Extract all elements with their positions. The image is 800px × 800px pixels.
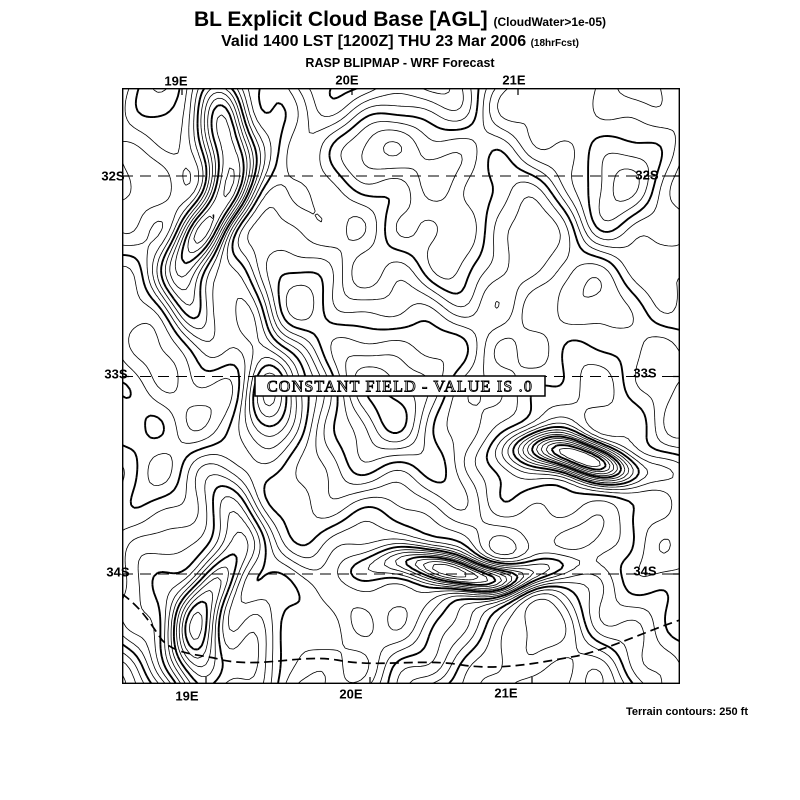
title-qualifier: (CloudWater>1e-05) [493, 15, 607, 29]
lat-label-right-32s: 32S [635, 167, 659, 183]
page-title [0, 8, 800, 32]
valid-qualifier: (18hrFcst) [530, 38, 579, 49]
lon-label-bottom-21e: 21E [494, 685, 518, 701]
lon-label-top-21e: 21E [502, 72, 526, 88]
lat-label-left-33s: 33S [104, 366, 128, 382]
map-area [122, 88, 680, 684]
lat-label-right-33s: 33S [633, 365, 657, 381]
lon-label-top-20e: 20E [335, 72, 359, 88]
lon-label-bottom-20e: 20E [339, 686, 363, 702]
lon-label-bottom-19e: 19E [175, 688, 199, 704]
lat-label-left-32s: 32S [101, 168, 125, 184]
title-main: BL Explicit Cloud Base [AGL] [193, 8, 488, 31]
terrain-contour-note: Terrain contours: 250 ft [625, 706, 748, 718]
lat-label-left-34s: 34S [106, 564, 130, 580]
valid-time-line [0, 33, 800, 51]
lon-label-top-19e: 19E [164, 73, 188, 89]
valid-main: Valid 1400 LST [1200Z] THU 23 Mar 2006 [221, 33, 527, 50]
constant-field-annotation [255, 376, 545, 396]
annotation-text: CONSTANT FIELD - VALUE IS .0 [266, 378, 534, 396]
model-source-line: RASP BLIPMAP - WRF Forecast [305, 56, 495, 70]
lat-label-right-34s: 34S [633, 563, 657, 579]
terrain-contour-map [122, 88, 680, 684]
